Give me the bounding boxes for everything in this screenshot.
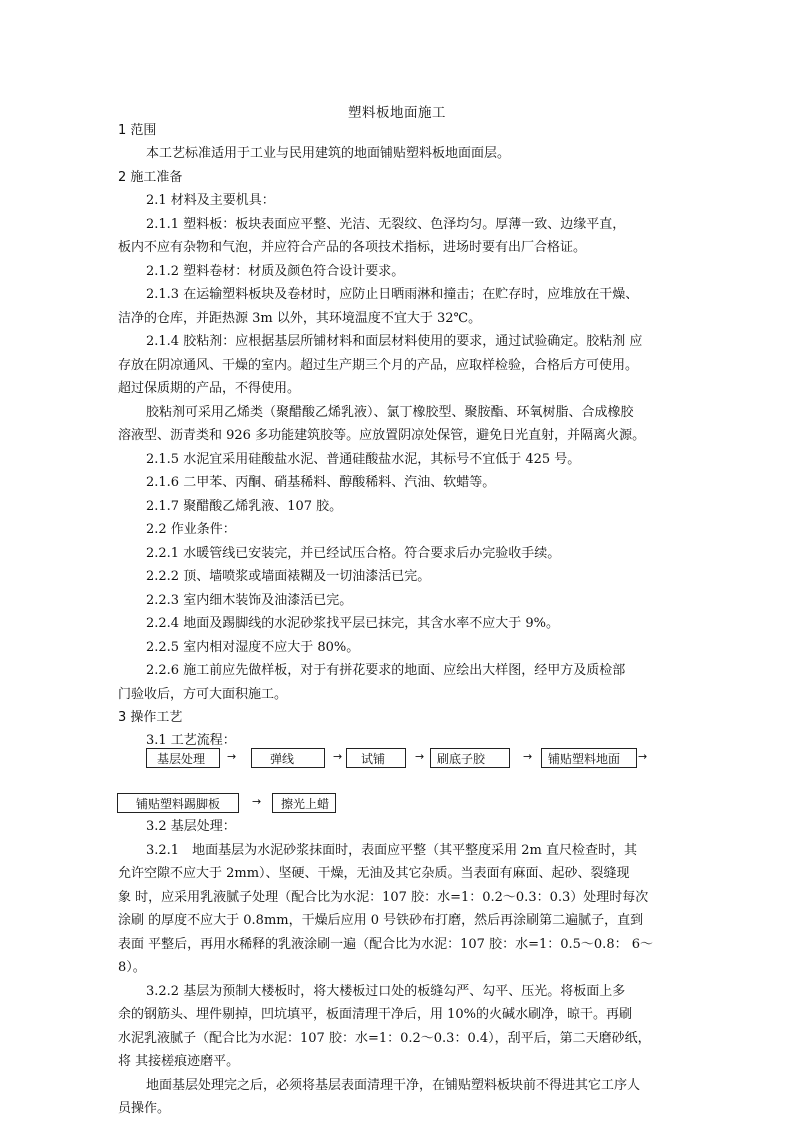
paragraph: 超过保质期的产品，不得使用。	[118, 381, 301, 396]
paragraph: 员操作。	[118, 1101, 171, 1116]
arrow-right-icon: →	[523, 750, 533, 763]
paragraph: 溶液型、沥青类和 926 多功能建筑胶等。应放置阴凉处保管，避免日光直射，并隔离火源。	[118, 428, 646, 443]
section-heading-3: 3 操作工艺	[118, 710, 183, 725]
paragraph: 将 其接槎痕迹磨平。	[118, 1054, 240, 1069]
paragraph: 洁净的仓库，并距热源 3m 以外，其环境温度不宜大于 32℃。	[118, 311, 482, 326]
paragraph: 本工艺标准适用于工业与民用建筑的地面铺贴塑料板地面面层。	[146, 146, 511, 161]
flow-step: 刷底子胶	[430, 748, 510, 768]
flow-step: 擦光上蜡	[272, 793, 336, 813]
paragraph: 2.1.4 胶粘剂：应根据基层所铺材料和面层材料使用的要求，通过试验确定。胶粘剂 应	[146, 334, 643, 349]
paragraph: 2.2 作业条件：	[146, 522, 236, 537]
flow-step: 弹线	[251, 748, 325, 768]
paragraph: 门验收后，方可大面积施工。	[118, 687, 288, 702]
paragraph: 2.1.7 聚醋酸乙烯乳液、107 胶。	[146, 499, 343, 514]
paragraph: 2.1 材料及主要机具：	[146, 193, 275, 208]
arrow-right-icon: →	[333, 750, 343, 763]
section-heading-1: 1 范围	[118, 123, 157, 138]
paragraph: 涂刷 的厚度不应大于 0.8mm，干燥后应用 0 号铁砂布打磨，然后再涂刷第二遍腻子，直到	[118, 913, 644, 928]
flow-step: 铺贴塑料踢脚板	[117, 793, 239, 813]
paragraph: 2.1.5 水泥宜采用硅酸盐水泥、普通硅酸盐水泥，其标号不宜低于 425 号。	[146, 452, 581, 467]
paragraph: 2.1.3 在运输塑料板块及卷材时，应防止日晒雨淋和撞击；在贮存时，应堆放在干燥、	[146, 287, 639, 302]
paragraph: 2.1.2 塑料卷材：材质及颜色符合设计要求。	[146, 264, 405, 279]
paragraph: 2.1.6 二甲苯、丙酮、硝基稀料、醇酸稀料、汽油、软蜡等。	[146, 475, 496, 490]
section-heading-2: 2 施工准备	[118, 170, 183, 185]
paragraph: 2.2.3 室内细木装饰及油漆活已完。	[146, 593, 353, 608]
paragraph: 3.2.1 地面基层为水泥砂浆抹面时，表面应平整（其平整度采用 2m 直尺检查时，其	[146, 843, 637, 858]
paragraph: 胶粘剂可采用乙烯类（聚醋酸乙烯乳液）、氯丁橡胶型、聚胺酯、环氧树脂、合成橡胶	[146, 405, 634, 420]
arrow-right-icon: →	[638, 750, 648, 763]
paragraph: 2.2.2 顶、墙喷浆或墙面裱糊及一切油漆活已完。	[146, 569, 431, 584]
paragraph: 3.2.2 基层为预制大楼板时，将大楼板过口处的板缝勾严、勾平、压光。将板面上多	[146, 984, 626, 999]
paragraph: 水泥乳液腻子（配合比为水泥：107 胶：水=1：0.2～0.3：0.4），刮平后，第二天磨砂纸，	[118, 1031, 651, 1046]
paragraph: 存放在阴凉通风、干燥的室内。超过生产期三个月的产品，应取样检验，合格后方可使用。	[118, 358, 639, 373]
paragraph: 3.2 基层处理：	[146, 819, 236, 834]
paragraph: 2.2.4 地面及踢脚线的水泥砂浆找平层已抹完，其含水率不应大于 9%。	[146, 616, 559, 631]
paragraph: 象 时，应采用乳液腻子处理（配合比为水泥：107 胶：水=1：0.2～0.3：0.3）处理时每次	[118, 890, 649, 905]
arrow-right-icon: →	[227, 750, 237, 763]
paragraph: 8）。	[118, 960, 146, 975]
paragraph: 2.2.5 室内相对湿度不应大于 80%。	[146, 640, 360, 655]
paragraph: 2.1.1 塑料板：板块表面应平整、光洁、无裂纹、色泽均匀。厚薄一致、边缘平直，	[146, 217, 626, 232]
paragraph: 3.1 工艺流程：	[146, 733, 236, 748]
flow-step: 基层处理	[146, 748, 220, 768]
arrow-right-icon: →	[252, 795, 262, 808]
paragraph: 2.2.1 水暖管线已安装完，并已经试压合格。符合要求后办完验收手续。	[146, 546, 561, 561]
arrow-right-icon: →	[415, 750, 425, 763]
flow-step: 铺贴塑料地面	[541, 748, 637, 768]
flow-step: 试铺	[346, 748, 406, 768]
paragraph: 板内不应有杂物和气泡，并应符合产品的各项技术指标，进场时要有出厂合格证。	[118, 240, 587, 255]
paragraph: 余的钢筋头、埋件剔掉，凹坑填平，板面清理干净后，用 10%的火碱水刷净，晾干。再刷	[118, 1007, 633, 1022]
paragraph: 2.2.6 施工前应先做样板，对于有拼花要求的地面、应绘出大样图，经甲方及质检部	[146, 663, 626, 678]
paragraph: 表面 平整后，再用水稀释的乳液涂刷一遍（配合比为水泥：107 胶：水=1：0.5～0.8： 6～	[118, 937, 653, 952]
paragraph: 地面基层处理完之后，必须将基层表面清理干净，在铺贴塑料板块前不得进其它工序人	[146, 1078, 641, 1093]
paragraph: 允许空隙不应大于 2mm）、坚硬、干燥，无油及其它杂质。当表面有麻面、起砂、裂缝现	[118, 866, 630, 881]
document-title: 塑料板地面施工	[348, 105, 446, 121]
